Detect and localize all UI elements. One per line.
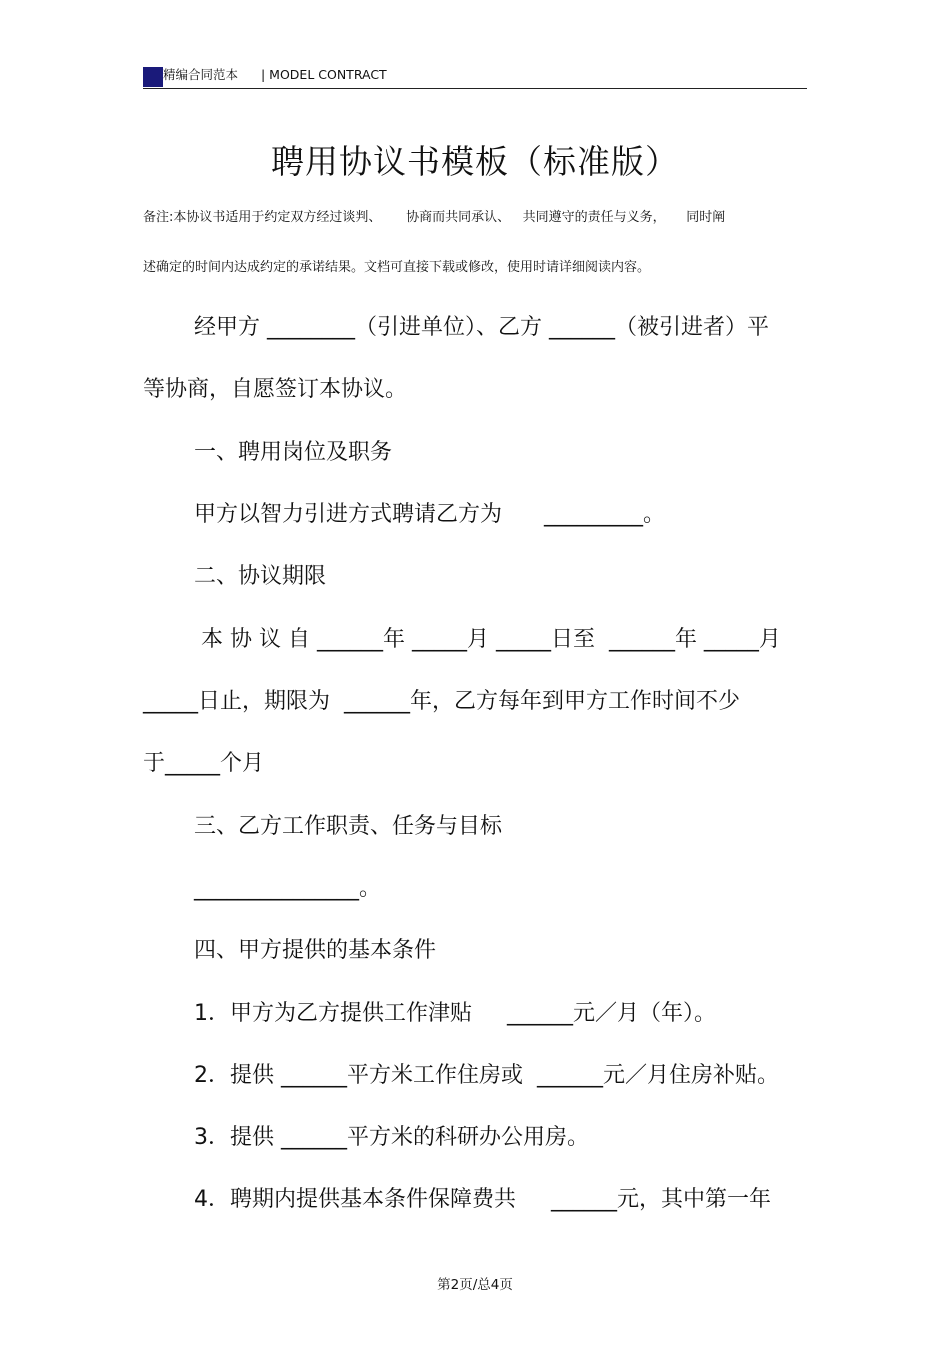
page-number: 第2页/总4页 <box>437 1277 513 1293</box>
list-item: 1．甲方为乙方提供工作津贴 ______元／月（年）。 <box>194 1001 716 1026</box>
list-item: 4．聘期内提供基本条件保障费共 ______元，其中第一年 <box>194 1187 771 1212</box>
document-title: 聘用协议书模板（标准版） <box>271 142 679 181</box>
model-contract-label: | MODEL CONTRACT <box>261 67 387 82</box>
body-line: 本 协 议 自 ______年 _____月 _____日至 ______年 _____月 <box>194 627 781 652</box>
section-heading-2: 二、协议期限 <box>194 564 327 589</box>
logo-square-icon <box>143 67 163 87</box>
body-line: 等协商，自愿签订本协议。 <box>143 377 408 402</box>
brand-label: 精编合同范本 <box>163 67 239 82</box>
body-line: 于_____个月 <box>143 751 265 776</box>
body-line: 甲方以智力引进方式聘请乙方为 _________。 <box>194 502 665 527</box>
note-line-2: 述确定的时间内达成约定的承诺结果。文档可直接下载或修改，使用时请详细阅读内容。 <box>143 260 651 275</box>
body-line: _____日止，期限为 ______年，乙方每年到甲方工作时间不少 <box>143 689 740 714</box>
section-heading-1: 一、聘用岗位及职务 <box>194 440 393 465</box>
list-item: 2．提供 ______平方米工作住房或 ______元／月住房补贴。 <box>194 1063 779 1088</box>
list-item: 3．提供 ______平方米的科研办公用房。 <box>194 1125 589 1150</box>
page-header <box>143 64 807 89</box>
body-line: 经甲方 ________（引进单位）、乙方 ______（被引进者）平 <box>194 315 769 340</box>
section-heading-3: 三、乙方工作职责、任务与目标 <box>194 814 503 839</box>
body-line: _______________。 <box>194 876 382 901</box>
note-line-1: 备注:本协议书适用于约定双方经过谈判、 协商而共同承认、 共同遵守的责任与义务， 同时阐 <box>143 210 726 225</box>
section-heading-4: 四、甲方提供的基本条件 <box>194 938 437 963</box>
